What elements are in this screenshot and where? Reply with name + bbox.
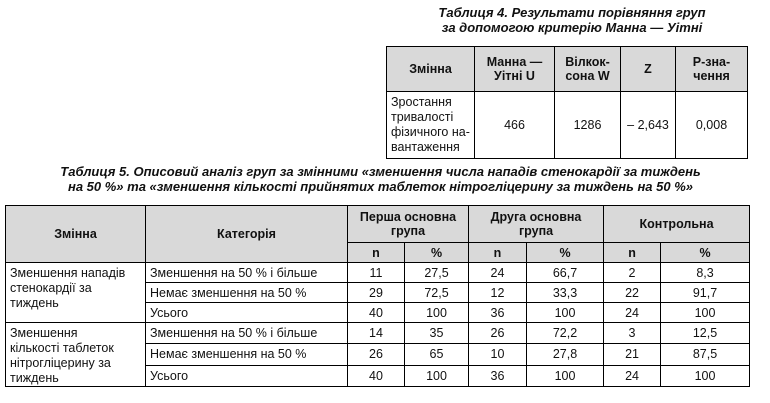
table4-row-label-line: Зростання — [391, 95, 452, 109]
table4-header-row — [387, 47, 748, 92]
g1-n-cell: 26 — [348, 344, 405, 365]
control-n-cell: 3 — [604, 323, 661, 344]
g2-pct-cell: 100 — [527, 365, 604, 386]
table5-header-variable: Змінна — [6, 206, 146, 263]
group-label-line: тиждень — [10, 296, 59, 310]
table4-header-mann-line1: Манна — — [486, 55, 543, 69]
table4-caption-line1: Таблиця 4. Результати порівняння груп — [438, 5, 706, 20]
table4-cell-u: 466 — [475, 92, 555, 159]
table4-header-p-line1: Р-зна- — [692, 55, 731, 69]
control-n-cell: 2 — [604, 263, 661, 283]
table4-caption-line2: за допомогою критерію Манна — Уітні — [441, 20, 703, 35]
table4-header-wilcoxon-line1: Вілкок- — [565, 55, 610, 69]
table4-header-mann — [475, 47, 555, 92]
table4-row-label — [387, 92, 475, 159]
control-n-cell: 21 — [604, 344, 661, 365]
category-cell: Немає зменшення на 50 % — [146, 344, 348, 365]
control-pct-cell: 8,3 — [661, 263, 750, 283]
table5-header-group2-line1: Друга основна — [490, 210, 582, 224]
control-pct-cell: 87,5 — [661, 344, 750, 365]
control-n-cell: 24 — [604, 303, 661, 323]
table5-caption — [8, 164, 753, 194]
control-n-cell: 24 — [604, 365, 661, 386]
g1-pct-cell: 27,5 — [405, 263, 469, 283]
g1-n-cell: 40 — [348, 365, 405, 386]
table5-header-group2-line2: група — [518, 224, 554, 238]
g2-n-cell: 10 — [469, 344, 527, 365]
g2-n-cell: 12 — [469, 283, 527, 303]
g2-n-cell: 36 — [469, 365, 527, 386]
g1-n-cell: 14 — [348, 323, 405, 344]
table4-header-z: Z — [621, 47, 676, 92]
table4-row-label-line: фізичного на- — [391, 125, 470, 139]
g2-pct-cell: 27,8 — [527, 344, 604, 365]
group-label-line: кількості таблеток — [10, 341, 114, 355]
g1-n-cell: 11 — [348, 263, 405, 283]
table5-header-pct: % — [527, 243, 604, 263]
category-cell: Зменшення на 50 % і більше — [146, 263, 348, 283]
table4-row-label-line: вантаження — [391, 140, 460, 154]
table5-header-pct: % — [661, 243, 750, 263]
table-row — [6, 323, 750, 344]
g1-pct-cell: 100 — [405, 365, 469, 386]
g1-pct-cell: 35 — [405, 323, 469, 344]
table5-group1-label — [6, 263, 146, 323]
g1-pct-cell: 65 — [405, 344, 469, 365]
table4-header-p — [676, 47, 748, 92]
table4-header-mann-line2: Уітні U — [494, 69, 535, 83]
table4-cell-z: – 2,643 — [621, 92, 676, 159]
table5-header-n: n — [348, 243, 405, 263]
g2-n-cell: 26 — [469, 323, 527, 344]
table4-header-variable: Змінна — [387, 47, 475, 92]
table5-header-group1 — [348, 206, 469, 243]
g2-pct-cell: 100 — [527, 303, 604, 323]
table5-caption-line2: на 50 %» та «зменшення кількості прийнятих таблеток нітрогліцерину за тиждень на 50 %» — [67, 179, 694, 194]
g1-n-cell: 40 — [348, 303, 405, 323]
control-pct-cell: 100 — [661, 365, 750, 386]
g2-pct-cell: 72,2 — [527, 323, 604, 344]
table4-row-label-line: тривалості — [391, 110, 454, 124]
control-pct-cell: 100 — [661, 303, 750, 323]
group-label-line: тиждень — [10, 371, 59, 385]
table5-header-n: n — [469, 243, 527, 263]
table5-header-group2 — [469, 206, 604, 243]
g2-pct-cell: 66,7 — [527, 263, 604, 283]
g2-n-cell: 36 — [469, 303, 527, 323]
table5 — [5, 205, 750, 387]
category-cell: Усього — [146, 303, 348, 323]
g2-pct-cell: 33,3 — [527, 283, 604, 303]
table5-header-n: n — [604, 243, 661, 263]
table5-header-pct: % — [405, 243, 469, 263]
control-pct-cell: 91,7 — [661, 283, 750, 303]
category-cell: Зменшення на 50 % і більше — [146, 323, 348, 344]
table4-caption — [404, 5, 740, 35]
table4-header-wilcoxon — [555, 47, 621, 92]
table4-row — [387, 92, 748, 159]
category-cell: Немає зменшення на 50 % — [146, 283, 348, 303]
table5-header-control: Контрольна — [604, 206, 750, 243]
table-row — [6, 263, 750, 283]
g1-n-cell: 29 — [348, 283, 405, 303]
table4-cell-p: 0,008 — [676, 92, 748, 159]
table5-caption-line1: Таблиця 5. Описовий аналіз груп за змінними «зменшення числа нападів стенокардії за тиждень — [60, 164, 701, 179]
table5-header-group1-line1: Перша основна — [359, 210, 457, 224]
group-label-line: нітрогліцерину за — [10, 356, 111, 370]
g1-pct-cell: 100 — [405, 303, 469, 323]
category-cell: Усього — [146, 365, 348, 386]
table4 — [386, 46, 748, 159]
table5-header-row — [6, 206, 750, 243]
table4-header-p-line2: чення — [693, 69, 730, 83]
table4-header-wilcoxon-line2: сона W — [565, 69, 610, 83]
g2-n-cell: 24 — [469, 263, 527, 283]
group-label-line: стенокардії за — [10, 281, 92, 295]
group-label-line: Зменшення нападів — [10, 266, 126, 280]
g1-pct-cell: 72,5 — [405, 283, 469, 303]
table5-group2-label — [6, 323, 146, 387]
table5-header-category: Категорія — [146, 206, 348, 263]
control-pct-cell: 12,5 — [661, 323, 750, 344]
table5-header-group1-line2: група — [390, 224, 426, 238]
group-label-line: Зменшення — [10, 326, 78, 340]
control-n-cell: 22 — [604, 283, 661, 303]
table4-cell-w: 1286 — [555, 92, 621, 159]
